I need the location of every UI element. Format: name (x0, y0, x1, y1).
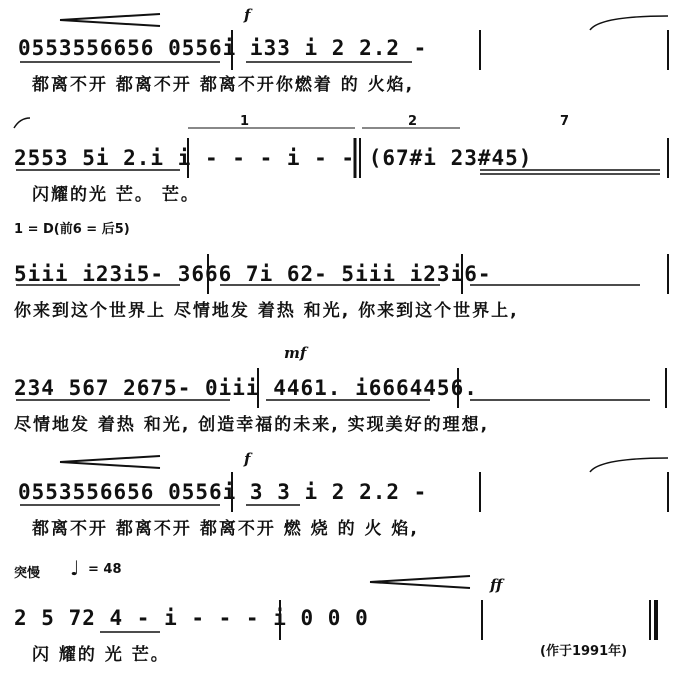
lyric-line: 你来到这个世界上 尽情地发 着热 和光, 你来到这个世界上, (14, 301, 519, 321)
tempo-value: = 48 (88, 562, 122, 577)
lyric-line: 都离不开 都离不开 都离不开你燃着 的 火焰, (32, 75, 415, 95)
tuplet-label: 7 (560, 114, 570, 129)
notation-line: 2553 5i 2.i i - - - i - - (67#i 23#45) (14, 146, 533, 170)
dynamic-mark: ff (490, 576, 503, 594)
notation-line: 0553556656 0556i i33 i 2 2.2 - (18, 36, 428, 60)
notation-line: 0553556656 0556i 3 3 i 2 2.2 - (18, 480, 428, 504)
dynamic-mark: f (244, 450, 251, 468)
notation-line: 234 567 2675- 0iii 4461. i6664456. (14, 376, 478, 400)
dynamic-mark: mf (284, 344, 307, 362)
lyric-line: 尽情地发 着热 和光, 创造幸福的未来, 实现美好的理想, (14, 415, 490, 435)
lyric-line: 闪耀的光 芒。 芒。 (32, 185, 200, 205)
tempo-text: 突慢 (14, 566, 41, 581)
volta-1-label: 1 (240, 114, 250, 129)
notation-line: 2 5 72 4 - i - - - i 0 0 0 (14, 606, 369, 630)
composition-date: (作于1991年) (540, 644, 628, 659)
dynamic-mark: f (244, 6, 251, 24)
lyric-line: 都离不开 都离不开 都离不开 燃 烧 的 火 焰, (32, 519, 419, 539)
lyric-line: 闪 耀的 光 芒。 (32, 645, 170, 665)
quarter-note-icon: ♩ (70, 556, 80, 580)
key-signature: 1 = D(前6 = 后5) (14, 222, 130, 237)
volta-2-label: 2 (408, 114, 418, 129)
notation-line: 5iii i23i5- 3666 7i 62- 5iii i23i6- (14, 262, 492, 286)
